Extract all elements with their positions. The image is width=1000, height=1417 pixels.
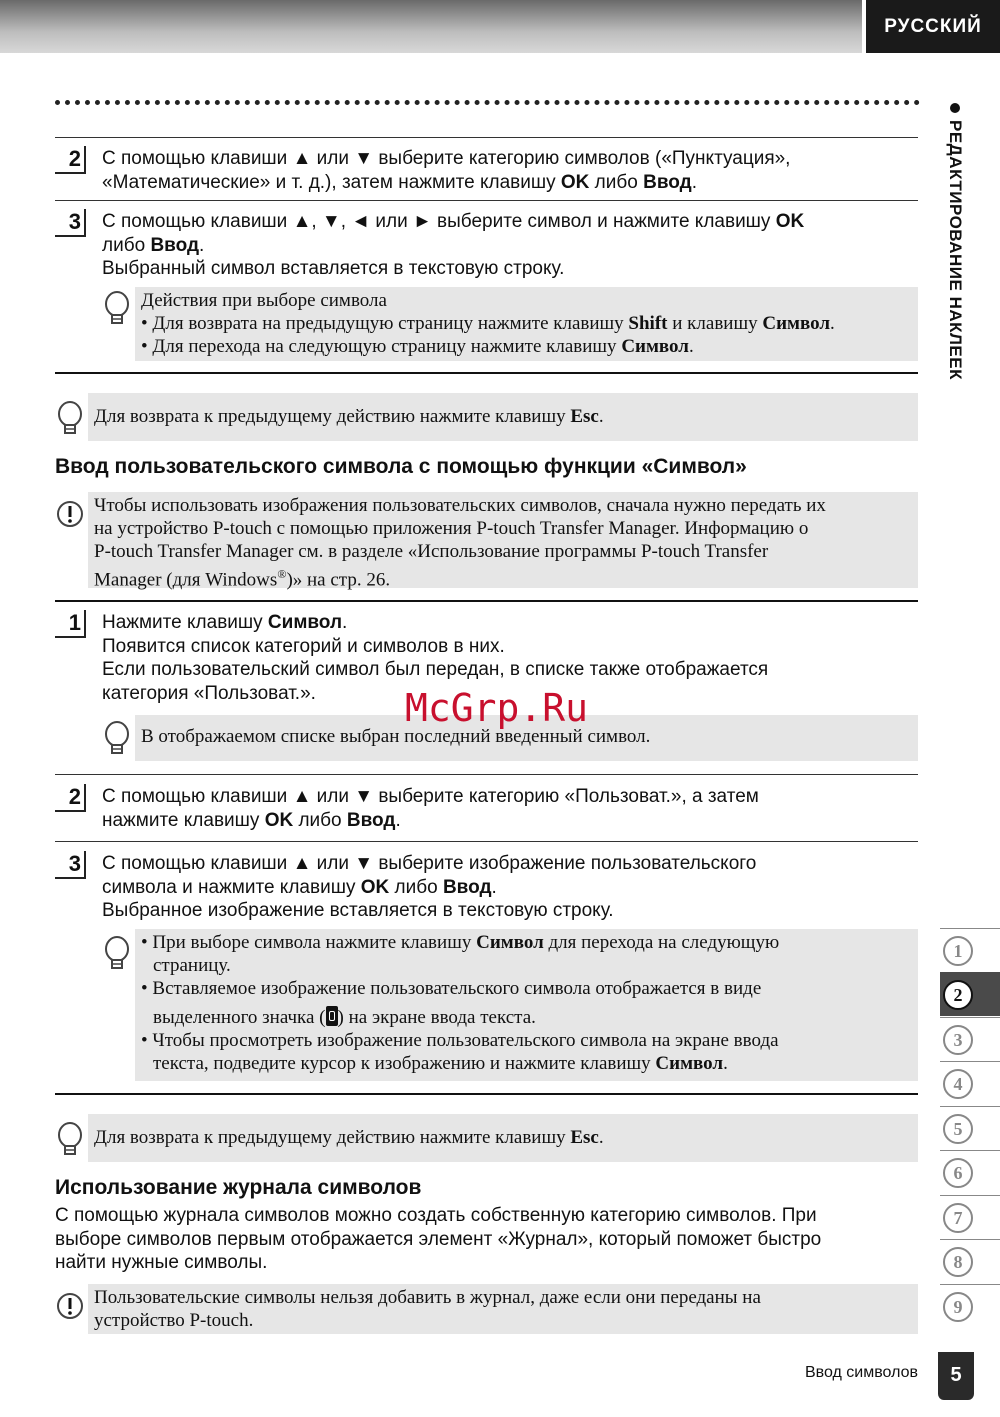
hint-icon	[102, 935, 132, 971]
step-line	[102, 210, 917, 234]
chapter-tab-6[interactable]	[940, 1150, 1000, 1194]
text: Для возврата к предыдущему действию нажмите клавишу	[94, 406, 571, 427]
user-symbol-icon	[326, 1006, 338, 1026]
chapter-number: 1	[943, 936, 973, 966]
key-enter: Ввод	[643, 171, 692, 193]
divider	[55, 841, 918, 842]
text: )» на стр. 26.	[286, 569, 391, 591]
side-title	[920, 100, 990, 450]
hint-icon	[55, 400, 85, 436]
key-symbol: Символ	[621, 336, 689, 357]
header-bar	[0, 0, 862, 53]
divider	[55, 774, 918, 775]
caution-box	[88, 1284, 918, 1334]
step-line: Выбранный символ вставляется в текстовую строку.	[102, 258, 565, 279]
text: .	[342, 612, 348, 633]
step-line	[102, 171, 917, 195]
para-line: С помощью журнала символов можно создать собственную категорию символов. При	[55, 1205, 817, 1226]
text: либо	[293, 809, 347, 831]
footer-title: Ввод символов	[804, 1364, 918, 1381]
note-box: В отображаемом списке выбран последний введенный символ.	[135, 715, 918, 761]
chapter-number: 9	[943, 1292, 973, 1322]
text: .	[691, 171, 697, 193]
note-box	[135, 287, 918, 361]
note-line	[141, 931, 912, 954]
chapter-tab-5[interactable]	[940, 1106, 1000, 1150]
note-box	[135, 929, 918, 1081]
note-line: • Чтобы просмотреть изображение пользовательского символа на экране ввода	[141, 1030, 779, 1051]
caution-icon	[55, 498, 85, 534]
text: «Математические» и т. д.), затем нажмите клавишу	[102, 171, 561, 193]
chapter-number: 8	[943, 1247, 973, 1277]
text: .	[688, 336, 694, 357]
divider	[55, 200, 918, 201]
text: и клавишу	[667, 313, 763, 334]
chapter-number: 7	[943, 1203, 973, 1233]
text: • Для возврата на предыдущую страницу нажмите клавишу	[141, 313, 629, 334]
note-line: страницу.	[153, 955, 231, 976]
step-text	[102, 852, 917, 923]
step-line: С помощью клавиши ▲ или ▼ выберите категорию «Пользоват.», а затем	[102, 786, 759, 807]
caution-line: устройство P-touch.	[94, 1310, 254, 1331]
chapter-number: 4	[943, 1069, 973, 1099]
chapter-number: 2	[943, 980, 973, 1010]
text: .	[598, 406, 604, 427]
note-line	[141, 1052, 912, 1075]
step-line	[102, 876, 917, 900]
key-enter: Ввод	[442, 876, 492, 898]
text: Нажмите клавишу	[102, 612, 268, 633]
chapter-number: 3	[943, 1025, 973, 1055]
key-symbol: Символ	[762, 313, 830, 334]
key-enter: Ввод	[150, 234, 200, 256]
note-line	[141, 312, 912, 335]
text: .	[830, 313, 835, 334]
dotted-divider	[55, 100, 920, 105]
text: С помощью клавиши ▲, ▼, ◄ или ► выберите символ и нажмите клавишу	[102, 211, 776, 232]
step-line: С помощью клавиши ▲ или ▼ выберите категорию символов («Пунктуация»,	[102, 148, 791, 169]
key-ok: OK	[775, 211, 805, 232]
language-label: РУССКИЙ	[866, 0, 1000, 53]
caution-box	[88, 492, 918, 591]
text: для перехода на следующую	[543, 932, 780, 953]
text: Для возврата к предыдущему действию нажмите клавишу	[94, 1127, 571, 1148]
key-symbol: Символ	[655, 1053, 724, 1074]
key-ok: OK	[560, 171, 590, 193]
watermark: McGrp.Ru	[405, 686, 589, 730]
divider	[55, 372, 918, 374]
esc-note	[88, 1114, 918, 1162]
text: либо	[589, 171, 644, 193]
text: Manager (для Windows	[94, 569, 278, 591]
key-ok: OK	[360, 876, 390, 898]
step-line: С помощью клавиши ▲ или ▼ выберите изображение пользовательского	[102, 853, 757, 874]
caution-line: P-touch Transfer Manager см. в разделе «Использование программы P-touch Transfer	[94, 541, 769, 562]
chapter-tab-1[interactable]	[940, 928, 1000, 972]
text: текста, подведите курсор к изображению и нажмите клавишу	[153, 1053, 656, 1074]
chapter-tab-8[interactable]	[940, 1239, 1000, 1283]
text: .	[598, 1127, 604, 1148]
text: • Для перехода на следующую страницу нажмите клавишу	[141, 336, 622, 357]
text: .	[199, 234, 205, 256]
caution-line: Чтобы использовать изображения пользовательских символов, сначала нужно передать их	[94, 495, 826, 516]
step-text	[102, 210, 917, 281]
page-number: 5	[938, 1352, 974, 1400]
text: либо	[389, 876, 443, 898]
caution-icon	[55, 1290, 85, 1326]
esc-note	[88, 393, 918, 441]
section-heading: Использование журнала символов	[55, 1176, 422, 1199]
registered-mark: ®	[277, 567, 287, 581]
text: выделенного значка (	[153, 1007, 326, 1028]
step-line	[102, 611, 917, 635]
chapter-tab-3[interactable]	[940, 1017, 1000, 1061]
side-title-text: РЕДАКТИРОВАНИЕ НАКЛЕЕК	[946, 120, 965, 380]
key-shift: Shift	[628, 313, 668, 334]
note-line	[141, 1006, 912, 1029]
step-number: 3	[55, 851, 86, 879]
section-heading: Ввод пользовательского символа с помощью функции «Символ»	[55, 455, 747, 478]
divider	[55, 1093, 918, 1095]
step-line	[102, 809, 917, 833]
key-symbol: Символ	[476, 932, 544, 953]
hint-icon	[55, 1121, 85, 1157]
step-number: 3	[55, 209, 86, 237]
step-line: Если пользовательский символ был передан, в списке также отображается	[102, 659, 769, 680]
chapter-tab-2[interactable]	[940, 972, 1000, 1016]
step-number: 2	[55, 146, 86, 174]
caution-line: Пользовательские символы нельзя добавить в журнал, даже если они переданы на	[94, 1287, 761, 1308]
step-number: 2	[55, 784, 86, 812]
step-number: 1	[55, 610, 86, 638]
key-ok: OK	[264, 809, 294, 831]
caution-line	[94, 563, 912, 591]
chapter-number: 6	[943, 1158, 973, 1188]
divider	[55, 600, 918, 602]
para-line: найти нужные символы.	[55, 1252, 268, 1273]
step-line: категория «Пользоват.».	[102, 682, 316, 704]
step-line: Появится список категорий и символов в них.	[102, 635, 505, 657]
para-line: выборе символов первым отображается элемент «Журнал», который поможет быстро	[55, 1228, 822, 1250]
chapter-tab-9[interactable]	[940, 1284, 1000, 1328]
key-enter: Ввод	[346, 809, 396, 831]
hint-icon	[102, 720, 132, 756]
section-paragraph	[55, 1204, 920, 1275]
chapter-tab-7[interactable]	[940, 1195, 1000, 1239]
key-esc: Esc	[570, 406, 599, 427]
chapter-number: 5	[943, 1114, 973, 1144]
hint-icon	[102, 290, 132, 326]
step-line	[102, 234, 917, 258]
caution-line: на устройство P-touch с помощью приложения P-touch Transfer Manager. Информацию о	[94, 518, 809, 539]
note-line	[141, 335, 912, 358]
text: либо	[102, 234, 151, 256]
key-symbol: Символ	[267, 612, 343, 633]
text: • При выборе символа нажмите клавишу	[141, 932, 477, 953]
bullet-icon	[950, 103, 960, 113]
text: нажмите клавишу	[102, 809, 265, 831]
text: .	[723, 1053, 728, 1074]
key-esc: Esc	[570, 1127, 599, 1148]
step-line: Выбранное изображение вставляется в текстовую строку.	[102, 900, 614, 921]
step-text	[102, 785, 917, 832]
chapter-tab-4[interactable]	[940, 1061, 1000, 1105]
text: .	[395, 809, 401, 831]
step-text	[102, 147, 917, 194]
divider	[55, 137, 918, 138]
text: .	[491, 876, 497, 898]
note-line: • Вставляемое изображение пользовательского символа отображается в виде	[141, 978, 762, 999]
text: символа и нажмите клавишу	[102, 876, 361, 898]
text: ) на экране ввода текста.	[337, 1007, 536, 1028]
note-title: Действия при выборе символа	[141, 290, 387, 311]
